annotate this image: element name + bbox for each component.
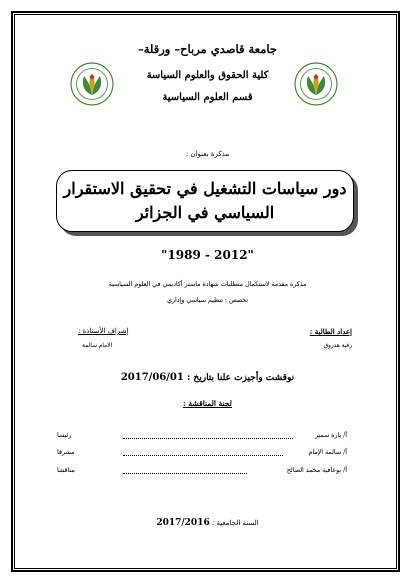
- thesis-title-box: [56, 170, 354, 232]
- thesis-years: "1989 - 2012": [161, 248, 254, 262]
- specialty: تخصص : تنظيم سياسي وإداري: [167, 297, 248, 304]
- academic-year-label: السنة الجامعية :: [211, 519, 259, 527]
- dotted-leader: [123, 454, 283, 456]
- committee-member-role: مشرفا: [57, 449, 75, 456]
- academic-year-value: 2017/2016: [156, 518, 210, 528]
- supervisor-name: الامام سالمة: [82, 343, 113, 349]
- defense-text: نوقشت وأجيزت علنا بتاريخ :: [186, 373, 295, 383]
- department-name: قسم العلوم السياسية: [162, 92, 253, 103]
- committee-member-row: [57, 432, 347, 442]
- committee-title: لجنة المناقشة :: [183, 399, 232, 408]
- committee-member-role: رئيسا: [57, 432, 72, 439]
- committee-member-name: أ/ بوعافية محمد الصالح: [286, 467, 347, 474]
- thesis-title-line1: دور سياسات التشغيل في تحقيق الاستقرار: [63, 179, 347, 198]
- defense-line: [0, 372, 415, 383]
- committee-member-row: [57, 467, 347, 477]
- student-label: إعداد الطالبة :: [309, 327, 352, 336]
- student-name: رقية هدروق: [323, 343, 352, 349]
- committee-member-role: مناقشا: [57, 467, 75, 474]
- committee-member-name: أ/ سالمة الإمام: [308, 449, 347, 456]
- thesis-title-line2: السياسي في الجزائر: [135, 203, 275, 222]
- academic-year-line: [0, 518, 415, 528]
- memo-label: مذكرة بعنوان :: [185, 150, 230, 158]
- committee-member-name: أ/ بارة سمير: [314, 432, 347, 439]
- defense-date: 2017/06/01: [120, 372, 184, 383]
- committee-member-row: [57, 449, 347, 459]
- supervisor-label: إشراف الأستاذة :: [78, 327, 129, 335]
- dotted-leader: [123, 437, 293, 439]
- dotted-leader: [123, 472, 247, 474]
- university-name: جامعة قاصدي مرباح– ورقلة–: [137, 42, 277, 56]
- degree-description: مذكرة مقدمة لاستكمال متطلبات شهادة ماستر أكاديمي في العلوم السياسية: [108, 281, 307, 288]
- faculty-name: كلية الحقوق والعلوم السياسة: [146, 70, 269, 81]
